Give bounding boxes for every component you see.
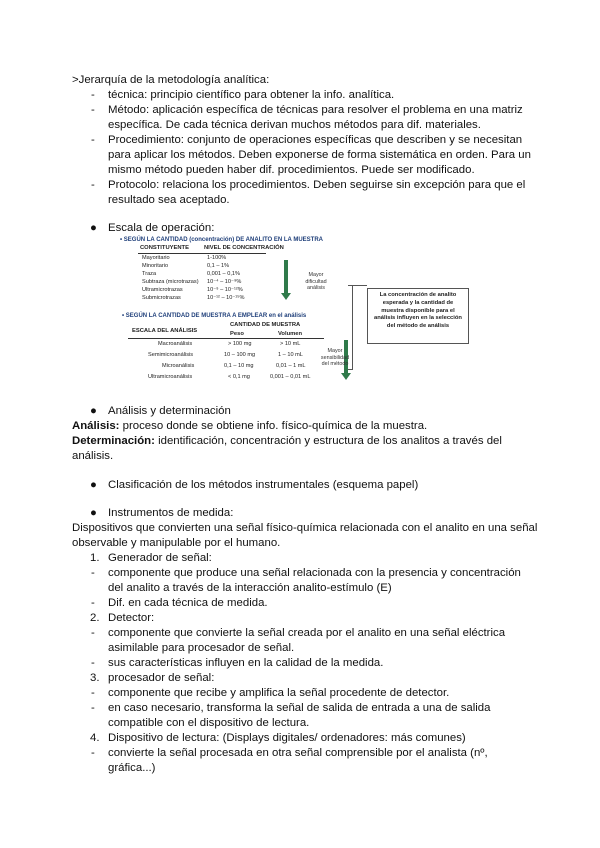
instruments-intro: observable y manipulable por el humano.: [72, 537, 281, 549]
figure-row-value: 10⁻¹² – 10⁻¹⁵%: [207, 295, 245, 301]
item-sub-line: Dif. en cada técnica de medida.: [108, 597, 268, 609]
dash-bullet: -: [91, 747, 95, 759]
hierarchy-item-line: para aplicar los métodos. Deben exponerse de forma sistemática en orden. Para un: [108, 149, 531, 161]
item-number: 2.: [90, 612, 100, 624]
hierarchy-item-line: mismo método pueden haber dif. procedimientos. Puede ser modificado.: [108, 164, 475, 176]
round-bullet: ●: [90, 222, 97, 234]
figure-section2-header: Peso: [230, 331, 244, 337]
figure-note: Mayor sensibilidad del método: [320, 348, 350, 368]
figure-row-value: 1 – 10 mL: [278, 352, 303, 358]
hierarchy-item-line: resultado sea aceptado.: [108, 194, 230, 206]
item-sub-line: en caso necesario, transforma la señal de salida de entrada a una de salida: [108, 702, 491, 714]
dash-bullet: -: [91, 657, 95, 669]
item-number: 1.: [90, 552, 100, 564]
figure-row-label: Minoritario: [142, 263, 169, 269]
item-sub-line: compatible con el dispositivo de lectura.: [108, 717, 310, 729]
green-arrow-shaft: [284, 260, 288, 294]
scale-figure: [112, 236, 374, 386]
dash-bullet: -: [91, 627, 95, 639]
dash-bullet: -: [91, 597, 95, 609]
analysis-bullet-text: Análisis y determinación: [108, 405, 231, 417]
scale-bullet-text: Escala de operación:: [108, 222, 215, 234]
figure-row-value: 10⁻⁴ – 10⁻⁹%: [207, 279, 242, 285]
connector-line: [352, 285, 353, 369]
analisis-definition: [72, 419, 427, 434]
classification-bullet-text: Clasificación de los métodos instrumentales (esquema papel): [108, 479, 419, 491]
figure-row-value: 10 – 100 mg: [224, 352, 256, 358]
green-arrow-head: [281, 293, 291, 300]
figure-section1-title: • SEGÚN LA CANTIDAD (concentración) DE ANALITO EN LA MUESTRA: [120, 237, 323, 243]
dash-bullet: -: [91, 702, 95, 714]
item-title: Dispositivo de lectura: (Displays digitales/ ordenadores: más comunes): [108, 732, 466, 744]
instruments-bullet-text: Instrumentos de medida:: [108, 507, 234, 519]
figure-callout: La concentración de analito esperada y la cantidad de muestra disponible para el análisis influyen en la selección del método de análisis: [367, 288, 469, 344]
dash-bullet: -: [91, 89, 95, 101]
figure-row-value: < 0,1 mg: [228, 374, 250, 380]
figure-section2-group-header: CANTIDAD DE MUESTRA: [230, 322, 301, 328]
item-sub-line: componente que recibe y amplifica la señal procedente de detector.: [108, 687, 450, 699]
dash-bullet: -: [91, 134, 95, 146]
analisis-label: Análisis:: [72, 420, 120, 432]
round-bullet: ●: [90, 507, 97, 519]
round-bullet: ●: [90, 405, 97, 417]
figure-note: Mayor dificultad análisis: [305, 272, 327, 292]
hierarchy-item-line: específica. De cada técnica derivan muchos métodos para dif. materiales.: [108, 119, 481, 131]
figure-rule: [138, 253, 266, 254]
hierarchy-item-line: Método: aplicación específica de técnicas para resolver el problema en una matriz: [108, 104, 523, 116]
item-title: Detector:: [108, 612, 155, 624]
connector-line: [348, 369, 353, 370]
connector-line: [348, 285, 367, 286]
figure-row-label: Traza: [142, 271, 157, 277]
dash-bullet: -: [91, 567, 95, 579]
item-number: 3.: [90, 672, 100, 684]
determinacion-text-cont: análisis.: [72, 450, 114, 462]
figure-row-value: 0,01 – 1 mL: [276, 363, 306, 369]
figure-row-label: Semimicroanálisis: [148, 352, 194, 358]
figure-row-value: 0,001 – 0,1%: [207, 271, 240, 277]
figure-section1-header: CONSTITUYENTE: [140, 245, 189, 251]
figure-section2-header: ESCALA DEL ANÁLISIS: [132, 328, 198, 334]
figure-row-label: Mayoritario: [142, 255, 170, 261]
figure-row-value: 10⁻⁹ – 10⁻¹²%: [207, 287, 243, 293]
figure-row-value: > 10 mL: [280, 341, 301, 347]
dash-bullet: -: [91, 179, 95, 191]
item-number: 4.: [90, 732, 100, 744]
item-title: procesador de señal:: [108, 672, 215, 684]
determinacion-label: Determinación:: [72, 435, 155, 447]
figure-row-value: 0,1 – 1%: [207, 263, 230, 269]
figure-row-value: > 100 mg: [228, 341, 252, 347]
dash-bullet: -: [91, 687, 95, 699]
hierarchy-heading: >Jerarquía de la metodología analítica:: [72, 74, 270, 86]
hierarchy-item-line: técnica: principio científico para obtener la info. analítica.: [108, 89, 395, 101]
item-sub-line: sus características influyen en la calidad de la medida.: [108, 657, 384, 669]
item-sub-line: gráfica...): [108, 762, 156, 774]
round-bullet: ●: [90, 479, 97, 491]
figure-row-label: Macroanálisis: [158, 341, 193, 347]
figure-row-label: Microanálisis: [162, 363, 195, 369]
determinacion-definition: [72, 434, 502, 449]
item-sub-line: asimilable para procesador de señal.: [108, 642, 295, 654]
figure-row-label: Subtraza (microtrazas): [142, 279, 199, 285]
item-sub-line: convierte la señal procesada en otra señal comprensible por el analista (nº,: [108, 747, 488, 759]
analisis-text: proceso donde se obtiene info. físico-química de la muestra.: [119, 420, 428, 432]
item-title: Generador de señal:: [108, 552, 212, 564]
figure-rule: [128, 338, 324, 339]
figure-row-label: Submicrotrazas: [142, 295, 181, 301]
green-arrow-head: [341, 373, 351, 380]
determinacion-text: identificación, concentración y estructura de los analitos a través del: [154, 435, 502, 447]
figure-section2-title: • SEGÚN LA CANTIDAD DE MUESTRA A EMPLEAR en el análisis: [122, 313, 307, 319]
item-sub-line: componente que produce una señal relacionada con la presencia y concentración: [108, 567, 521, 579]
figure-section1-header: NIVEL DE CONCENTRACIÓN: [204, 245, 284, 251]
figure-row-value: 0,001 – 0,01 mL: [270, 374, 311, 380]
dash-bullet: -: [91, 104, 95, 116]
figure-row-value: 1-100%: [207, 255, 227, 261]
item-sub-line: del analito a través de la interacción analito-estímulo (E): [108, 582, 392, 594]
figure-row-label: Ultramicroanálisis: [148, 374, 193, 380]
figure-row-value: 0,1 – 10 mg: [224, 363, 254, 369]
figure-row-label: Ultramicrotrazas: [142, 287, 183, 293]
instruments-intro: Dispositivos que convierten una señal físico-química relacionada con el analito en una señal: [72, 522, 538, 534]
figure-section2-header: Volumen: [278, 331, 303, 337]
hierarchy-item-line: Procedimiento: conjunto de operaciones específicas que describen y se necesitan: [108, 134, 523, 146]
item-sub-line: componente que convierte la señal creada por el analito en una señal eléctrica: [108, 627, 506, 639]
hierarchy-item-line: Protocolo: relaciona los procedimientos. Deben seguirse sin excepción para que el: [108, 179, 526, 191]
